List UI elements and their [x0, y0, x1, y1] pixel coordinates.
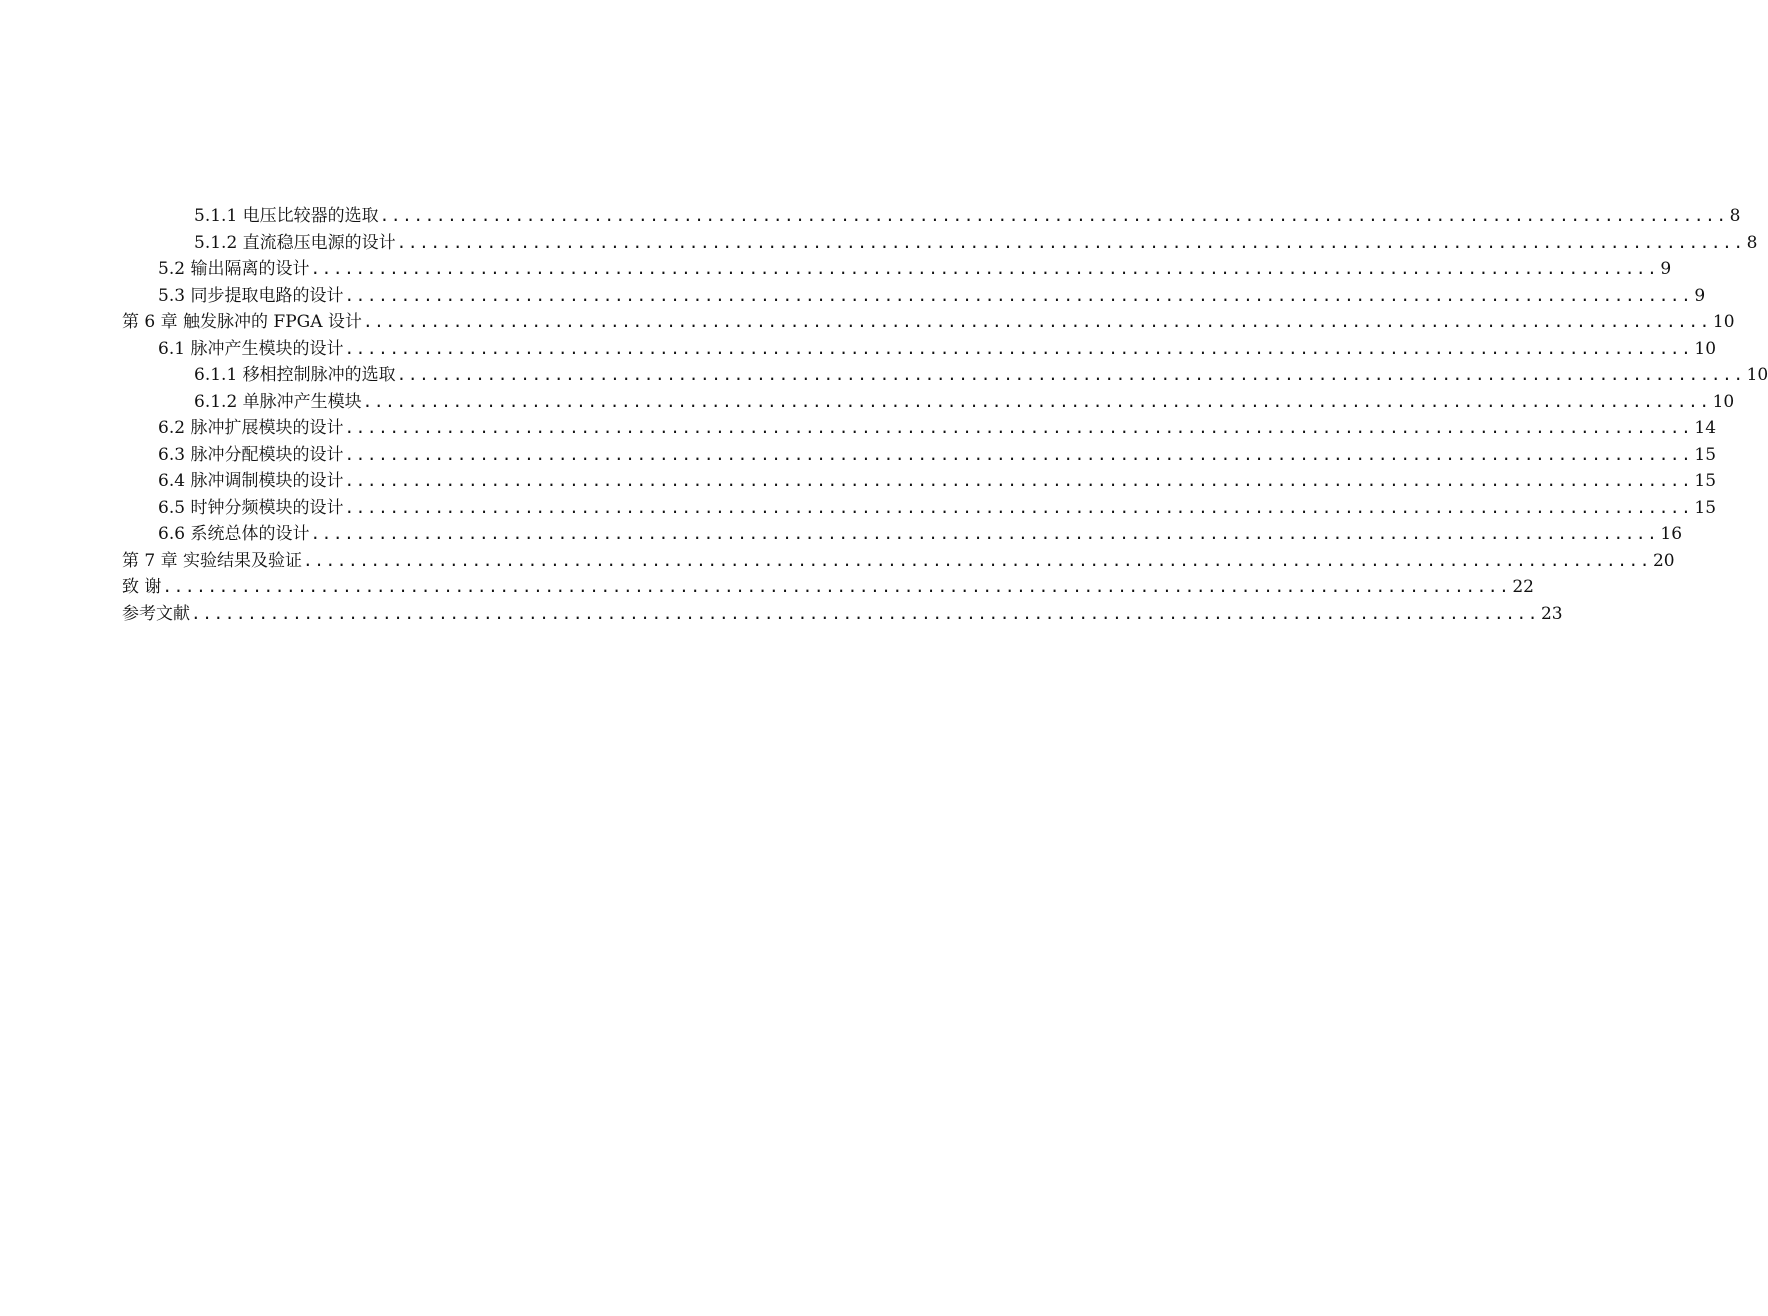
toc-leader-dots: ........................................................................................................................	[310, 259, 1659, 278]
toc-entry-page: 15	[1694, 471, 1717, 491]
toc-leader-dots: ........................................................................................................................	[379, 206, 1728, 225]
toc-leader-dots: ........................................................................................................................	[344, 471, 1693, 490]
toc-entry-title: 5.3 同步提取电路的设计	[158, 285, 344, 306]
toc-leader-dots: ........................................................................................................................	[191, 603, 1539, 623]
toc-leader-dots: ........................................................................................................................	[344, 497, 1693, 517]
toc-entry-title: 5.1.2 直流稳压电源的设计	[194, 232, 396, 253]
toc-entry-title: 5.1.1 电压比较器的选取	[194, 206, 379, 226]
toc-entry-page: 10	[1712, 312, 1735, 332]
toc-entry-page: 23	[1540, 603, 1563, 624]
toc-entry-page: 10	[1746, 365, 1768, 385]
toc-entry[interactable]	[122, 598, 1563, 624]
toc-leader-dots: ........................................................................................................................	[362, 312, 1711, 331]
toc-entry-page: 16	[1660, 524, 1683, 544]
toc-leader-dots: ........................................................................................................................	[344, 285, 1693, 305]
toc-entry[interactable]	[122, 306, 1735, 332]
toc-entry[interactable]	[158, 492, 1717, 518]
toc-entry-title: 6.2 脉冲扩展模块的设计	[158, 418, 344, 438]
toc-entry[interactable]	[158, 333, 1717, 359]
toc-entry[interactable]	[194, 359, 1768, 385]
toc-entry[interactable]	[194, 386, 1735, 412]
toc-leader-dots: ........................................................................................................................	[310, 524, 1659, 543]
toc-entry-page: 10	[1694, 338, 1717, 359]
toc-entry-title: 致 谢	[122, 577, 162, 597]
toc-entry-title: 第 6 章 触发脉冲的 FPGA 设计	[122, 312, 362, 332]
toc-entry-page: 10	[1712, 391, 1735, 412]
toc-leader-dots: ........................................................................................................................	[162, 577, 1511, 596]
toc-entry-page: 22	[1512, 577, 1534, 597]
toc-leader-dots: ........................................................................................................................	[362, 391, 1711, 411]
toc-entry-page: 8	[1746, 232, 1758, 253]
toc-entry[interactable]	[194, 227, 1758, 253]
toc-entry-page: 14	[1694, 418, 1717, 438]
toc-entry[interactable]	[158, 465, 1717, 491]
toc-entry[interactable]	[158, 439, 1717, 465]
toc-entry-page: 8	[1729, 206, 1741, 226]
toc-entry-title: 6.1.2 单脉冲产生模块	[194, 391, 362, 412]
toc-entry-title: 6.1.1 移相控制脉冲的选取	[194, 365, 396, 385]
toc-entry-title: 6.3 脉冲分配模块的设计	[158, 444, 344, 465]
toc-leader-dots: ........................................................................................................................	[344, 418, 1693, 437]
toc-leader-dots: ........................................................................................................................	[396, 365, 1745, 384]
toc-entry-page: 9	[1694, 285, 1706, 306]
toc-entry-title: 6.1 脉冲产生模块的设计	[158, 338, 344, 359]
toc-entry[interactable]	[122, 545, 1675, 571]
toc-entry[interactable]	[122, 571, 1534, 597]
toc-entry[interactable]	[194, 200, 1741, 226]
toc-entry-page: 15	[1694, 497, 1717, 518]
toc-entry-title: 6.4 脉冲调制模块的设计	[158, 471, 344, 491]
toc-entry[interactable]	[158, 253, 1672, 279]
toc-leader-dots: ........................................................................................................................	[303, 550, 1651, 570]
toc-leader-dots: ........................................................................................................................	[344, 444, 1693, 464]
toc-entry-title: 6.6 系统总体的设计	[158, 524, 310, 544]
toc-entry-title: 5.2 输出隔离的设计	[158, 259, 310, 279]
toc-entry-title: 6.5 时钟分频模块的设计	[158, 497, 344, 518]
toc-entry[interactable]	[158, 518, 1683, 544]
toc-entry-page: 15	[1694, 444, 1717, 465]
toc-leader-dots: ........................................................................................................................	[396, 232, 1745, 252]
toc-entry-page: 20	[1652, 550, 1675, 571]
toc-entry-page: 9	[1660, 259, 1672, 279]
toc-entry[interactable]	[158, 280, 1706, 306]
toc-entry-title: 第 7 章 实验结果及验证	[122, 550, 303, 571]
toc-leader-dots: ........................................................................................................................	[344, 338, 1693, 358]
toc-entry-title: 参考文献	[122, 603, 190, 624]
toc-entry[interactable]	[158, 412, 1717, 438]
